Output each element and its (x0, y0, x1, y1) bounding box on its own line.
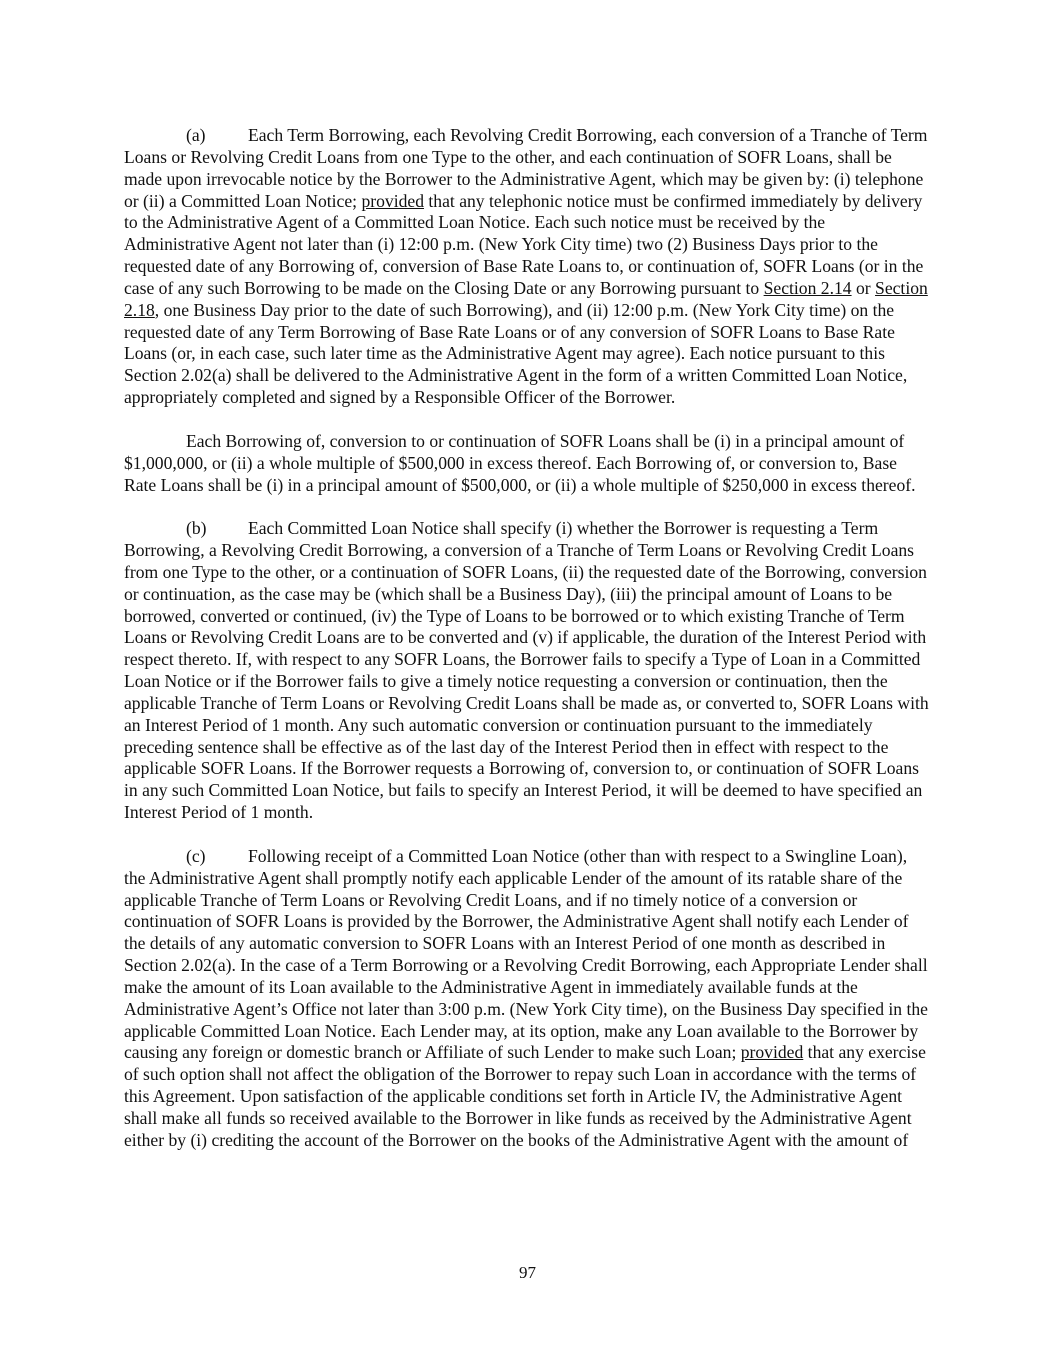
paragraph-a (124, 125, 930, 409)
paragraph-c (124, 846, 930, 1152)
provided-term: provided (361, 190, 425, 211)
provided-term: provided (740, 1042, 804, 1063)
paragraph-marker: (c) (186, 845, 206, 866)
paragraph-text: , one Business Day prior to the date of such Borrowing), and (ii) 12:00 p.m. (New York City time) on the requested date of any Term Borrowing of Base Rate Loans or of any conversion of SOFR Loans to Base Rate Loans (or, in each case, such later time as the Administrative Agent may agree). Each notice pursuant to this Section 2.02(a) shall be delivered to the Administrative Agent in the form of a written Committed Loan Notice, appropriately completed and signed by a Responsible Officer of the Borrower. (124, 299, 908, 408)
paragraph-text: that any telephonic notice must be confirmed immediately by delivery to the Administrative Agent of a Committed Loan Notice. Each such notice must be received by the Administrative Agent not later than (i) 12:00 p.m. (New York City time) two (2) Business Days prior to the requested date of any Borrowing of, conversion of Base Rate Loans to, or continuation of, SOFR Loans (or in the case of any such Borrowing to be made on the Closing Date or any Borrowing pursuant to (124, 190, 924, 298)
paragraph-marker: (b) (186, 518, 207, 539)
section-reference: Section 2.18 (124, 277, 928, 320)
paragraph-text: or (851, 277, 876, 298)
page-number: 97 (519, 1263, 536, 1282)
paragraph-minimum-amounts (124, 431, 930, 497)
paragraph-text: Each Term Borrowing, each Revolving Credit Borrowing, each conversion of a Tranche of Term Loans or Revolving Credit Loans from one Type to the other, and each continuation of SOFR Loans, shall be made upon irrevocable notice by the Borrower to the Administrative Agent, which may be given by: (i) telephone or (ii) a Committed Loan Notice; (124, 125, 928, 211)
paragraph-text: that any exercise of such option shall not affect the obligation of the Borrower to repay such Loan in accordance with the terms of this Agreement. Upon satisfaction of the applicable conditions set forth in Article IV, the Administrative Agent shall make all funds so received available to the Borrower in like funds as received by the Administrative Agent either by (i) crediting the account of the Borrower on the books of the Administrative Agent with the amount of (124, 1042, 926, 1150)
paragraph-text: Following receipt of a Committed Loan Notice (other than with respect to a Swingline Loan), the Administrative Agent shall promptly notify each applicable Lender of the amount of its ratable share of the applicable Tranche of Term Loans or Revolving Credit Loans, and if no timely notice of a conversion or continuation of SOFR Loans is provided by the Borrower, the Administrative Agent shall notify each Lender of the details of any automatic conversion to SOFR Loans with an Interest Period of one month as described in Section 2.02(a). In the case of a Term Borrowing or a Revolving Credit Borrowing, each Appropriate Lender shall make the amount of its Loan available to the Administrative Agent in immediately available funds at the Administrative Agent’s Office not later than 3:00 p.m. (New York City time), on the Business Day specified in the applicable Committed Loan Notice. Each Lender may, at its option, make any Loan available to the Borrower by causing any foreign or domestic branch or Affiliate of such Lender to make such Loan; (124, 845, 928, 1063)
paragraph-marker: (a) (186, 125, 206, 145)
paragraph-text: Each Borrowing of, conversion to or continuation of SOFR Loans shall be (i) in a principal amount of $1,000,000, or (ii) a whole multiple of $500,000 in excess thereof. Each Borrowing of, or conversion to, Base Rate Loans shall be (i) in a principal amount of $500,000, or (ii) a whole multiple of $250,000 in excess thereof. (124, 430, 916, 495)
document-body (124, 125, 930, 1174)
paragraph-b (124, 518, 930, 824)
paragraph-text: Each Committed Loan Notice shall specify (i) whether the Borrower is requesting a Term Borrowing, a Revolving Credit Borrowing, a conversion of a Tranche of Term Loans or Revolving Credit Loans from one Type to the other, or a continuation of SOFR Loans, (ii) the requested date of the Borrowing, conversion or continuation, as the case may be (which shall be a Business Day), (iii) the principal amount of Loans to be borrowed, converted or continued, (iv) the Type of Loans to be borrowed or to which existing Tranche of Term Loans or Revolving Credit Loans are to be converted and (v) if applicable, the duration of the Interest Period with respect thereto. If, with respect to any SOFR Loans, the Borrower fails to specify a Type of Loan in a Committed Loan Notice or if the Borrower fails to give a timely notice requesting a conversion or continuation, then the applicable Tranche of Term Loans or Revolving Credit Loans shall be made as, or converted to, SOFR Loans with an Interest Period of 1 month. Any such automatic conversion or continuation pursuant to the immediately preceding sentence shall be effective as of the last day of the Interest Period then in effect with respect to the applicable SOFR Loans. If the Borrower requests a Borrowing of, conversion to, or continuation of SOFR Loans in any such Committed Loan Notice, but fails to specify an Interest Period, it will be deemed to have specified an Interest Period of 1 month. (124, 518, 929, 823)
section-reference: Section 2.14 (763, 277, 852, 298)
